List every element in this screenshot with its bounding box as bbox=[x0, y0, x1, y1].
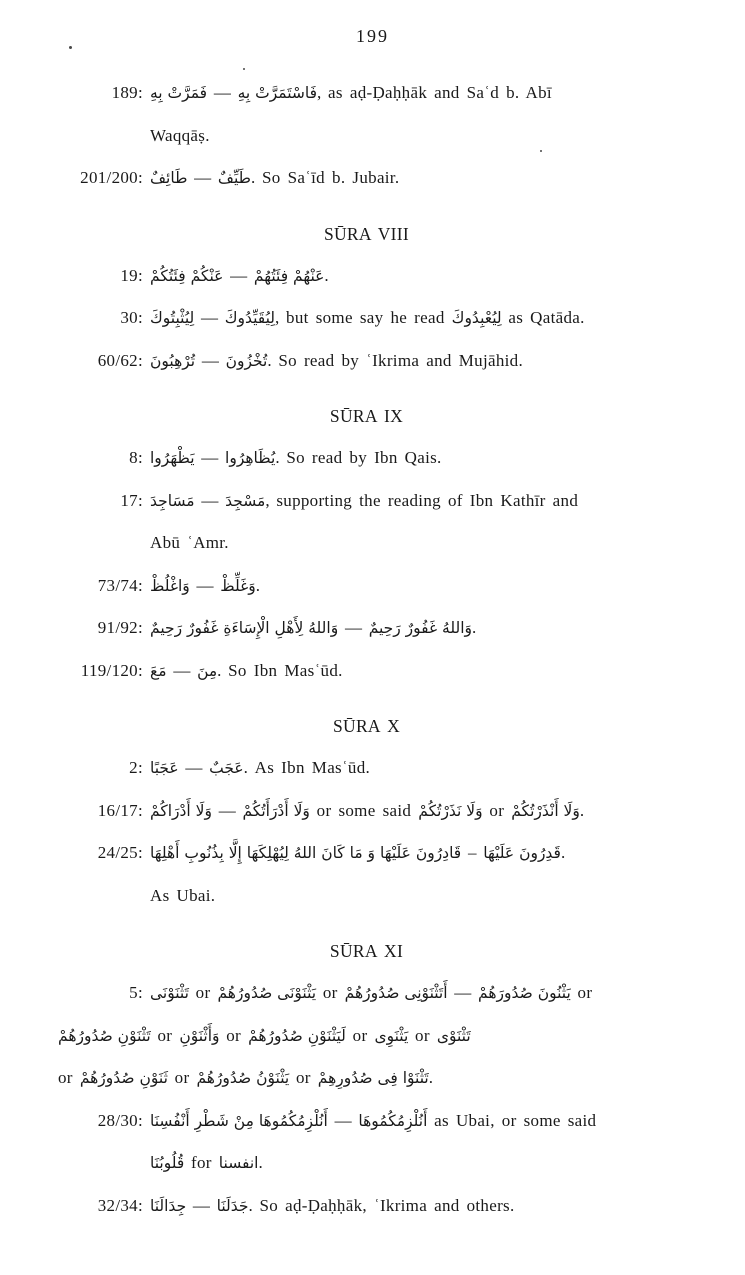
arabic-phrase: لِيُثْبِتُوكَ bbox=[150, 309, 195, 327]
english-text: — bbox=[327, 1110, 359, 1130]
english-text: or bbox=[570, 983, 593, 1002]
arabic-phrase: وَلَا أَدْرَأَتُكُمْ bbox=[242, 801, 310, 820]
english-text: . So read by ʿIkrima and Mujāhid. bbox=[267, 350, 523, 370]
arabic-phrase: وَلَا أَدْرَاكُمْ bbox=[150, 801, 212, 820]
arabic-phrase: ثَنَوْنِ صُدُورُهُمْ bbox=[79, 1069, 168, 1087]
entry-body bbox=[150, 747, 745, 790]
verse-ref: 30: bbox=[120, 308, 143, 327]
entry-line bbox=[58, 115, 745, 158]
arabic-phrase: مَسْجِدَ bbox=[225, 491, 266, 510]
english-text: . So Ibn Masʿūd. bbox=[217, 660, 343, 680]
arabic-phrase: قَدِرُونَ عَلَيْهَا bbox=[483, 844, 561, 862]
entry-body bbox=[150, 1142, 745, 1185]
english-text: . So read by Ibn Qais. bbox=[275, 448, 442, 467]
entry-body bbox=[150, 157, 745, 200]
entry-line bbox=[58, 875, 745, 918]
verse-ref: 32/34: bbox=[97, 1195, 143, 1215]
entry-body bbox=[150, 297, 745, 340]
english-text: — bbox=[178, 758, 210, 777]
entry-line bbox=[58, 1185, 745, 1228]
english-text: — bbox=[338, 618, 369, 637]
sura-section bbox=[0, 705, 745, 917]
english-text: . As Ibn Masʿūd. bbox=[243, 758, 371, 777]
arabic-phrase: تُخْزُونَ bbox=[225, 351, 268, 370]
english-text: , but some say he read bbox=[275, 308, 452, 327]
english-text: or bbox=[219, 1025, 249, 1045]
english-text: or bbox=[58, 1068, 80, 1087]
arabic-phrase: وَاللهُ غَفُورٌ رَحِيمٌ bbox=[368, 619, 472, 637]
arabic-phrase: طَيِّفٌ bbox=[217, 169, 251, 187]
arabic-phrase: وَاللهُ لِأَهْلِ الْإِسَاءَةِ غَفُورٌ رَحِيمٌ bbox=[150, 619, 339, 637]
entry-line bbox=[58, 340, 745, 383]
entry-body bbox=[150, 875, 745, 918]
verse-ref: 16/17: bbox=[97, 800, 143, 820]
scan-speck bbox=[243, 68, 245, 70]
scan-speck bbox=[69, 46, 72, 49]
arabic-phrase: لَيَثْنَوْنِ صُدُورُهُمْ bbox=[248, 1026, 346, 1045]
entry-body bbox=[150, 790, 745, 833]
entry-line bbox=[58, 747, 745, 790]
section-heading: SŪRA X bbox=[332, 716, 401, 736]
entry-body bbox=[150, 437, 745, 480]
arabic-phrase: لِيُعْبِدُوكَ bbox=[451, 309, 502, 327]
arabic-phrase: وَأَثْنَوْنِ bbox=[179, 1026, 220, 1045]
english-text: or bbox=[289, 1068, 318, 1087]
arabic-phrase: عَنْكُمْ فِئَتُكُمْ bbox=[150, 266, 224, 285]
english-text: . bbox=[258, 1153, 263, 1172]
sura-section bbox=[0, 72, 745, 200]
entry-body bbox=[150, 607, 745, 650]
arabic-phrase: قُلُوبُنَا bbox=[150, 1154, 185, 1172]
verse-ref: 17: bbox=[120, 490, 143, 510]
english-text: — bbox=[195, 350, 226, 370]
verse-ref: 28/30: bbox=[97, 1110, 143, 1130]
entry-line bbox=[58, 1100, 745, 1143]
entry-line bbox=[58, 832, 745, 875]
arabic-phrase: قَادِرُونَ عَلَيْهَا وَ مَا كَانَ اللهُ لِيُهْلِكَهَا إِلَّا بِذُنُوبِ أَهْلِهَا bbox=[150, 844, 462, 862]
entry-line bbox=[58, 522, 745, 565]
entry-body bbox=[150, 1185, 745, 1228]
verse-ref: 60/62: bbox=[97, 350, 143, 370]
arabic-phrase: تَثْنَوْا فِى صُدُورِهِمْ bbox=[317, 1069, 429, 1087]
verse-ref: 8: bbox=[129, 448, 143, 467]
arabic-phrase: يَثْنَوِى bbox=[374, 1026, 409, 1045]
english-text: Abū ʿAmr. bbox=[150, 533, 229, 552]
english-text: . bbox=[579, 800, 585, 820]
page-content bbox=[0, 72, 745, 1227]
entry-body bbox=[150, 522, 745, 565]
verse-ref: 5: bbox=[129, 983, 143, 1002]
english-text: , as aḍ-Ḍaḥḥāk and Saʿd b. Abī bbox=[317, 83, 552, 102]
section-heading: SŪRA XI bbox=[329, 941, 404, 961]
arabic-phrase: لِيُقَيِّدُوكَ bbox=[224, 309, 276, 327]
english-text: or some said bbox=[309, 800, 419, 820]
arabic-phrase: فَاسْتَمَرَّتْ بِهِ bbox=[237, 84, 318, 102]
sura-section bbox=[0, 395, 745, 692]
verse-ref: 91/92: bbox=[97, 618, 143, 637]
english-text: — bbox=[189, 575, 221, 595]
english-text: — bbox=[186, 1195, 217, 1215]
entry-body bbox=[58, 1057, 745, 1100]
english-text: — bbox=[194, 308, 225, 327]
entry-line bbox=[58, 607, 745, 650]
verse-ref: 19: bbox=[120, 265, 143, 285]
english-text: . bbox=[428, 1068, 433, 1087]
verse-ref: 119/120: bbox=[80, 660, 143, 680]
english-text: as Ubai, or some said bbox=[427, 1110, 597, 1130]
verse-ref: 2: bbox=[129, 758, 143, 777]
english-text: or bbox=[188, 983, 218, 1002]
arabic-phrase: وَغَلِّظْ bbox=[220, 576, 256, 595]
arabic-phrase: تَثْنَوْنِ صُدُورُهُمْ bbox=[58, 1026, 151, 1045]
section-heading: SŪRA VIII bbox=[323, 223, 410, 244]
entry-body bbox=[150, 72, 745, 115]
arabic-phrase: جَدَلَنَا bbox=[216, 1196, 249, 1215]
english-text: or bbox=[345, 1025, 375, 1045]
arabic-phrase: عَجَبٌ bbox=[209, 759, 244, 777]
arabic-phrase: وَاغْلُظْ bbox=[150, 576, 190, 595]
english-text: . bbox=[560, 843, 566, 862]
arabic-phrase: فَمَرَّتْ بِهِ bbox=[150, 84, 208, 102]
arabic-phrase: يُظَاهِرُوا bbox=[225, 449, 276, 467]
arabic-phrase: وَلَا أَنْذَرْتُكُمْ bbox=[511, 801, 580, 820]
arabic-phrase: أَتَثْنَوْنِى صُدُورُهُمْ bbox=[344, 984, 448, 1002]
english-text: — bbox=[166, 660, 198, 680]
sura-section bbox=[0, 930, 745, 1227]
entry-line bbox=[58, 1057, 745, 1100]
entry-body bbox=[150, 480, 745, 523]
entry-body bbox=[150, 650, 745, 693]
entry-body bbox=[150, 115, 745, 158]
entry-body bbox=[150, 340, 745, 383]
english-text: — bbox=[447, 983, 479, 1002]
arabic-phrase: جِدَالَنَا bbox=[150, 1196, 187, 1215]
english-text: or bbox=[482, 800, 512, 820]
arabic-phrase: يَثْنَوْنَى صُدُورُهُمْ bbox=[217, 984, 317, 1002]
english-text: — bbox=[207, 83, 238, 102]
english-text: – bbox=[461, 843, 484, 862]
entry-line bbox=[58, 1142, 745, 1185]
entry-line bbox=[58, 297, 745, 340]
verse-ref: 73/74: bbox=[97, 575, 143, 595]
english-text: , supporting the reading of Ibn Kathīr and bbox=[265, 490, 579, 510]
english-text: Waqqāṣ. bbox=[150, 125, 210, 145]
verse-ref: 24/25: bbox=[97, 843, 143, 862]
entry-line bbox=[58, 972, 745, 1015]
english-text: . So aḍ-Ḍaḥḥāk, ʿIkrima and others. bbox=[248, 1195, 515, 1215]
english-text: or bbox=[167, 1068, 197, 1087]
verse-ref: 201/200: bbox=[80, 168, 143, 187]
verse-ref: 189: bbox=[111, 83, 143, 102]
section-heading: SŪRA IX bbox=[329, 406, 404, 426]
entry-line bbox=[58, 480, 745, 523]
arabic-phrase: أَنُلْزِمُكُمُوهَا bbox=[358, 1111, 428, 1130]
arabic-phrase: عَجَبًا bbox=[150, 759, 179, 777]
arabic-phrase: طَائِفٌ bbox=[150, 169, 188, 187]
english-text: for bbox=[184, 1153, 219, 1172]
english-text: — bbox=[187, 168, 218, 187]
english-text: or bbox=[150, 1025, 180, 1045]
arabic-phrase: مِنَ bbox=[197, 661, 218, 680]
entry-line bbox=[58, 255, 745, 298]
arabic-phrase: تُرْهِبُونَ bbox=[150, 351, 196, 370]
sura-section bbox=[0, 213, 745, 383]
entry-line bbox=[58, 1015, 745, 1058]
entry-body bbox=[150, 255, 745, 298]
scan-speck bbox=[540, 150, 542, 152]
english-text: . bbox=[472, 618, 477, 637]
arabic-phrase: عَنْهُمْ فِئَتُهُمْ bbox=[253, 266, 325, 285]
entry-line bbox=[58, 650, 745, 693]
arabic-phrase: تَثْنَوْى bbox=[436, 1026, 471, 1045]
arabic-phrase: يَثْنُونَ صُدُورَهُمْ bbox=[478, 984, 571, 1002]
english-text: — bbox=[194, 490, 226, 510]
english-text: . bbox=[255, 575, 260, 595]
page-number: 199 bbox=[356, 26, 389, 46]
english-text: as Qatāda. bbox=[501, 308, 585, 327]
english-text: . bbox=[324, 265, 329, 285]
entry-line bbox=[58, 72, 745, 115]
entry-line bbox=[58, 437, 745, 480]
arabic-phrase: تَثْنَوْنَى bbox=[150, 984, 189, 1002]
entry-body bbox=[150, 972, 745, 1015]
arabic-phrase: مَعَ bbox=[150, 661, 167, 680]
entry-line bbox=[58, 157, 745, 200]
arabic-phrase: وَلَا نَذَرْتُكُمْ bbox=[418, 801, 483, 820]
english-text: — bbox=[223, 265, 254, 285]
english-text: . So Saʿīd b. Jubair. bbox=[250, 168, 400, 187]
arabic-phrase: مَسَاجِدَ bbox=[150, 491, 195, 510]
arabic-phrase: أَنُلْزِمُكُمُوهَا مِنْ شَطْرِ أَنْفُسِنَا bbox=[150, 1111, 328, 1130]
arabic-phrase: يَظْهَرُوا bbox=[150, 449, 195, 467]
arabic-phrase: يَثْنَوْنُ صُدُورُهُمْ bbox=[196, 1069, 290, 1087]
entry-line bbox=[58, 790, 745, 833]
entry-body bbox=[58, 1015, 745, 1058]
arabic-phrase: انفسنا bbox=[218, 1154, 259, 1172]
entry-line bbox=[58, 565, 745, 608]
entry-body bbox=[150, 832, 745, 875]
english-text: or bbox=[408, 1025, 437, 1045]
english-text: As Ubai. bbox=[150, 885, 216, 905]
english-text: — bbox=[194, 448, 226, 467]
entry-body bbox=[150, 565, 745, 608]
english-text: — bbox=[211, 800, 243, 820]
entry-body bbox=[150, 1100, 745, 1143]
english-text: or bbox=[316, 983, 345, 1002]
